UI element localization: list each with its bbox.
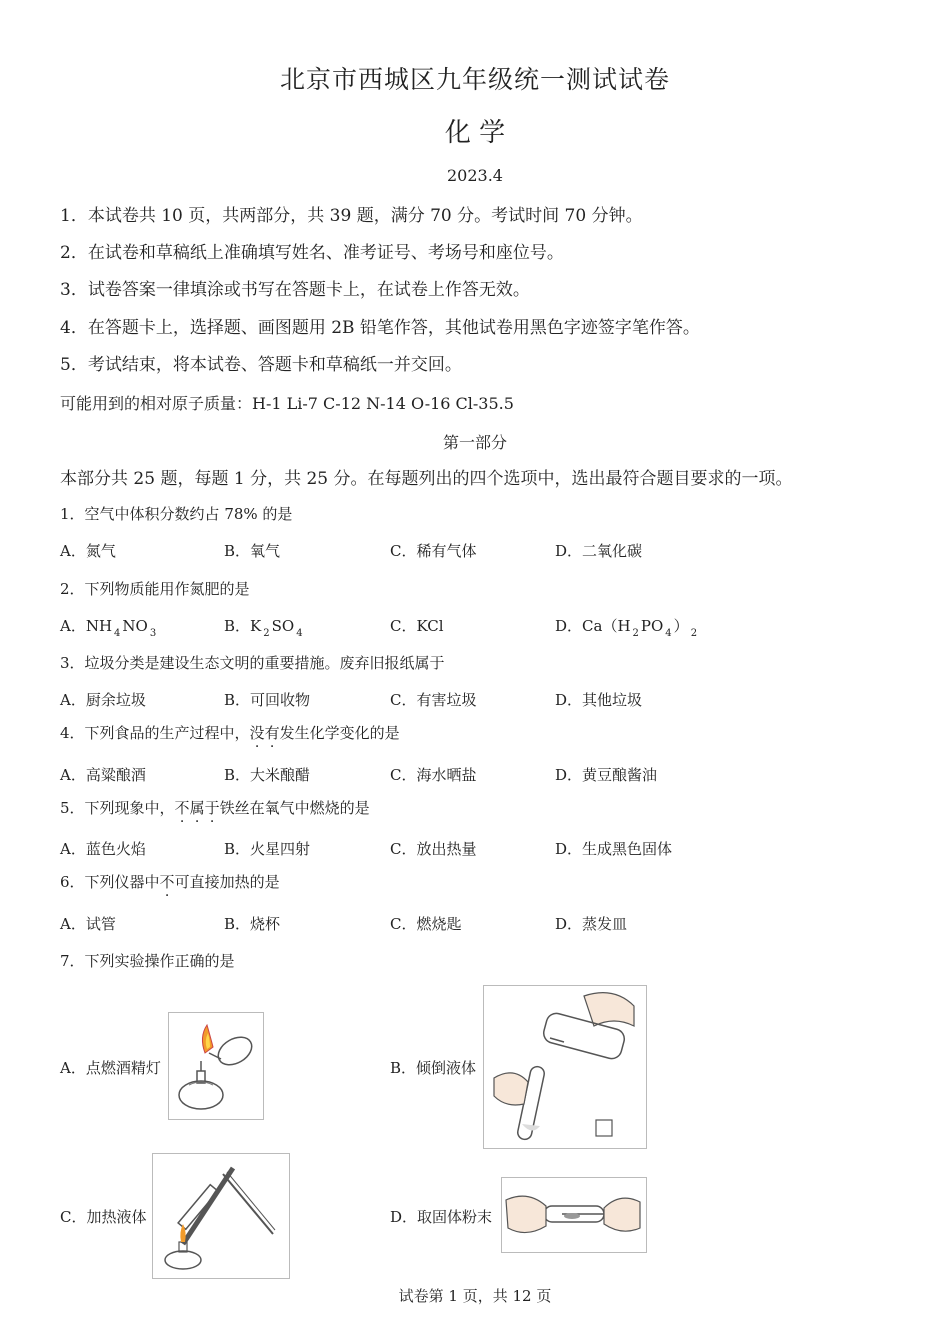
question-stem xyxy=(60,797,370,818)
option-d: D．Ca（H $_2$ PO $_4$ ） $_2$ xyxy=(555,617,698,639)
question-stem: 3．垃圾分类是建设生态文明的重要措施。废弃旧报纸属于 xyxy=(60,654,445,672)
option-b: B．K $_2$ SO $_4$ xyxy=(224,617,303,639)
stem-text: 铁丝在氧气中燃烧的是 xyxy=(219,799,370,817)
option-b: B．大米酿醋 xyxy=(224,766,311,784)
option-b: B．火星四射 xyxy=(224,840,311,858)
emphasis-text: 不 xyxy=(159,873,175,891)
option-a: A．高粱酿酒 xyxy=(60,766,146,784)
option-c: C．KCl xyxy=(390,617,444,635)
stem-text: 5．下列现象中， xyxy=(60,799,175,817)
atomic-masses: 可能用到的相对原子质量：H-1 Li-7 C-12 N-14 O-16 Cl-35.5 xyxy=(60,394,514,413)
heating-icon xyxy=(153,1154,289,1278)
subject-title: 化 学 xyxy=(444,118,506,148)
emphasis-text: 没有 xyxy=(249,724,280,742)
option-b: B．氧气 xyxy=(224,542,281,560)
option-d: D．其他垃圾 xyxy=(555,691,643,709)
option-c: C．海水晒盐 xyxy=(390,766,477,784)
section-title: 第一部分 xyxy=(442,433,507,452)
powder-figure xyxy=(501,1177,647,1253)
option-a: A．试管 xyxy=(60,915,116,933)
page-title: 北京市西城区九年级统一测试试卷 xyxy=(279,65,670,94)
stem-text: 发生化学变化的是 xyxy=(279,724,400,742)
option-d: D．生成黑色固体 xyxy=(555,840,673,858)
question-stem xyxy=(60,871,280,892)
instruction-note: 1．本试卷共 10 页，共两部分，共 39 题，满分 70 分。考试时间 70 分钟。 xyxy=(60,206,643,226)
exam-date: 2023.4 xyxy=(447,166,503,185)
powder-icon xyxy=(502,1178,646,1252)
stem-text: 4．下列食品的生产过程中， xyxy=(60,724,250,742)
option-a: A．NH $_4$ NO $_3$ xyxy=(60,617,157,639)
stem-text: 6．下列仪器中 xyxy=(60,873,160,891)
instruction-note: 5．考试结束，将本试卷、答题卡和草稿纸一并交回。 xyxy=(60,355,462,375)
option-d: D．蒸发皿 xyxy=(555,915,628,933)
option-c: C．稀有气体 xyxy=(390,542,477,560)
question-stem: 2．下列物质能用作氮肥的是 xyxy=(60,580,250,598)
option-c: C．燃烧匙 xyxy=(390,915,462,933)
heating-liquid-figure xyxy=(152,1153,290,1279)
option-b: B．烧杯 xyxy=(224,915,281,933)
pouring-icon xyxy=(484,986,646,1148)
option-a: A．点燃酒精灯 xyxy=(60,1059,161,1077)
stem-text: 可直接加热的是 xyxy=(174,873,280,891)
pouring-liquid-figure xyxy=(483,985,647,1149)
instruction-note: 3．试卷答案一律填涂或书写在答题卡上，在试卷上作答无效。 xyxy=(60,280,530,300)
option-a: A．蓝色火焰 xyxy=(60,840,146,858)
option-d: D．黄豆酿酱油 xyxy=(555,766,658,784)
option-a: A．厨余垃圾 xyxy=(60,691,146,709)
alcohol-lamp-icon xyxy=(169,1013,263,1119)
emphasis-text: 不属于 xyxy=(174,799,220,817)
alcohol-lamp-figure xyxy=(168,1012,264,1120)
question-stem: 1．空气中体积分数约占 78% 的是 xyxy=(60,505,293,523)
section-intro: 本部分共 25 题，每题 1 分，共 25 分。在每题列出的四个选项中，选出最符合题目要求的一项。 xyxy=(60,469,793,489)
question-stem: 7．下列实验操作正确的是 xyxy=(60,952,235,970)
option-c: C．有害垃圾 xyxy=(390,691,477,709)
page-footer: 试卷第 1 页，共 12 页 xyxy=(398,1287,552,1305)
instruction-note: 2．在试卷和草稿纸上准确填写姓名、准考证号、考场号和座位号。 xyxy=(60,243,564,263)
question-stem xyxy=(60,722,400,743)
option-c: C．加热液体 xyxy=(60,1208,147,1226)
option-d: D．二氧化碳 xyxy=(555,542,643,560)
option-c: C．放出热量 xyxy=(390,840,477,858)
option-b: B．可回收物 xyxy=(224,691,311,709)
instruction-note: 4．在答题卡上，选择题、画图题用 2B 铅笔作答，其他试卷用黑色字迹签字笔作答。 xyxy=(60,318,700,338)
option-b: B．倾倒液体 xyxy=(390,1059,477,1077)
option-d: D．取固体粉末 xyxy=(390,1208,493,1226)
option-a: A．氮气 xyxy=(60,542,116,560)
